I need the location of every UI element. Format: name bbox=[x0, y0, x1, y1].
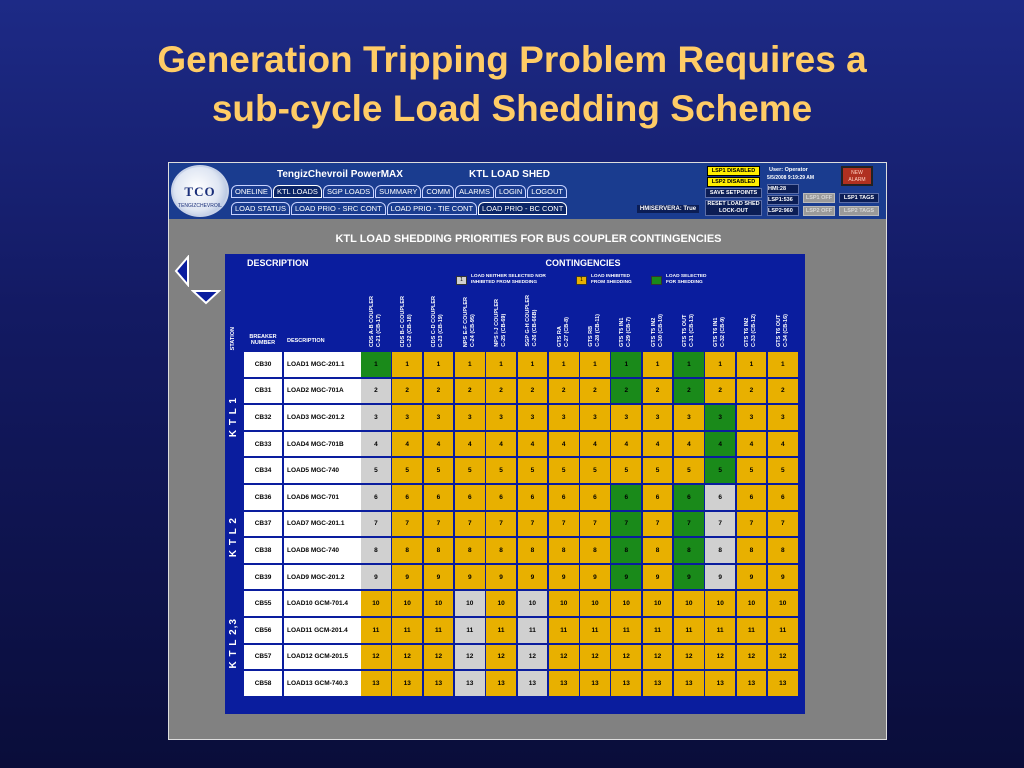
priority-cell[interactable]: 7 bbox=[768, 512, 798, 537]
contingency-header-2: CDS B-C COUPLER C-22 (CB-18) bbox=[392, 293, 422, 350]
contingency-header-6: SGP G-H COUPLER C-26 (CB-66B) bbox=[518, 293, 548, 350]
priority-cell[interactable]: 8 bbox=[674, 538, 704, 563]
priority-cell[interactable]: 7 bbox=[455, 512, 485, 537]
priority-cell[interactable]: 7 bbox=[737, 512, 767, 537]
priority-cell[interactable]: 2 bbox=[674, 379, 704, 404]
priority-cell[interactable]: 9 bbox=[486, 565, 516, 590]
priority-cell[interactable]: 5 bbox=[549, 458, 579, 483]
lsp1-off-button[interactable]: LSP1 OFF bbox=[803, 193, 835, 203]
priority-cell[interactable]: 3 bbox=[392, 405, 422, 430]
priority-cell[interactable]: 10 bbox=[486, 591, 516, 616]
priority-cell[interactable]: 5 bbox=[705, 458, 735, 483]
save-setpoints-button[interactable]: SAVE SETPOINTS bbox=[705, 188, 762, 198]
breaker-cell: CB33 bbox=[244, 432, 282, 457]
priority-cell[interactable]: 10 bbox=[674, 591, 704, 616]
priority-cell[interactable]: 2 bbox=[549, 379, 579, 404]
priority-cell[interactable]: 12 bbox=[737, 645, 767, 670]
priority-cell[interactable]: 11 bbox=[580, 618, 610, 643]
priority-cell[interactable]: 2 bbox=[643, 379, 673, 404]
priority-cell[interactable]: 4 bbox=[361, 432, 391, 457]
priority-cell[interactable]: 4 bbox=[611, 432, 641, 457]
priority-cell[interactable]: 7 bbox=[643, 512, 673, 537]
priority-cell[interactable]: 8 bbox=[518, 538, 548, 563]
priority-cell[interactable]: 2 bbox=[455, 379, 485, 404]
priority-cell[interactable]: 4 bbox=[392, 432, 422, 457]
legend-text-2: LOAD SELECTED FOR SHEDDING bbox=[666, 274, 707, 285]
description-cell: LOAD7 MGC-201.1 bbox=[284, 512, 361, 537]
priority-cell[interactable]: 8 bbox=[768, 538, 798, 563]
priority-cell[interactable]: 5 bbox=[674, 458, 704, 483]
priority-cell[interactable]: 5 bbox=[424, 458, 454, 483]
priority-cell[interactable]: 6 bbox=[361, 485, 391, 510]
nav-bottom bbox=[231, 202, 567, 215]
priority-cell[interactable]: 3 bbox=[361, 405, 391, 430]
priority-cell[interactable]: 11 bbox=[424, 618, 454, 643]
priority-cell[interactable]: 8 bbox=[611, 538, 641, 563]
priority-cell[interactable]: 4 bbox=[424, 432, 454, 457]
priority-cell[interactable]: 3 bbox=[611, 405, 641, 430]
priority-cell[interactable]: 2 bbox=[737, 379, 767, 404]
priority-cell[interactable]: 8 bbox=[737, 538, 767, 563]
description-col-header: DESCRIPTION bbox=[284, 272, 361, 350]
priority-cell[interactable]: 6 bbox=[705, 485, 735, 510]
description-cell: LOAD11 GCM-201.4 bbox=[284, 618, 361, 643]
priority-cell[interactable]: 4 bbox=[580, 432, 610, 457]
priority-cell[interactable]: 6 bbox=[611, 485, 641, 510]
nav-tab-logout[interactable]: LOGOUT bbox=[527, 185, 567, 198]
priority-cell[interactable]: 12 bbox=[486, 645, 516, 670]
station-label-1: K T L 1 bbox=[225, 352, 242, 483]
priority-cell[interactable]: 7 bbox=[580, 512, 610, 537]
breaker-cell: CB31 bbox=[244, 379, 282, 404]
nav-tab-ktl-loads[interactable]: KTL LOADS bbox=[273, 185, 322, 198]
subnav-tab-load-prio-tie-cont[interactable]: LOAD PRIO - TIE CONT bbox=[387, 202, 477, 215]
priority-cell[interactable]: 7 bbox=[705, 512, 735, 537]
lsp2-tags-button[interactable]: LSP2 TAGS bbox=[839, 206, 879, 216]
priority-cell[interactable]: 3 bbox=[705, 405, 735, 430]
description-cell: LOAD12 GCM-201.5 bbox=[284, 645, 361, 670]
breaker-cell: CB38 bbox=[244, 538, 282, 563]
priority-cell[interactable]: 5 bbox=[580, 458, 610, 483]
priority-cell[interactable]: 4 bbox=[518, 432, 548, 457]
priority-cell[interactable]: 2 bbox=[705, 379, 735, 404]
lsp1-disabled-indicator: LSP1 DISABLED bbox=[707, 166, 760, 176]
priority-cell[interactable]: 13 bbox=[643, 671, 673, 696]
slide-title-line1: Generation Tripping Problem Requires a bbox=[157, 39, 867, 80]
priority-cell[interactable]: 3 bbox=[518, 405, 548, 430]
priority-cell[interactable]: 3 bbox=[737, 405, 767, 430]
priority-cell[interactable]: 9 bbox=[737, 565, 767, 590]
priority-cell[interactable]: 13 bbox=[455, 671, 485, 696]
description-cell: LOAD2 MGC-701A bbox=[284, 379, 361, 404]
priority-cell[interactable]: 11 bbox=[705, 618, 735, 643]
priority-cell[interactable]: 1 bbox=[580, 352, 610, 377]
lsp2-disabled-indicator: LSP2 DISABLED bbox=[707, 177, 760, 187]
breaker-col-header: BREAKER NUMBER bbox=[244, 272, 282, 350]
priority-cell[interactable]: 5 bbox=[518, 458, 548, 483]
station-label-3: K T L 2,3 bbox=[225, 591, 242, 695]
priority-cell[interactable]: 9 bbox=[768, 565, 798, 590]
priority-cell[interactable]: 13 bbox=[549, 671, 579, 696]
priority-cell[interactable]: 13 bbox=[737, 671, 767, 696]
breaker-cell: CB30 bbox=[244, 352, 282, 377]
reset-load-shed-button[interactable] bbox=[705, 200, 762, 216]
priority-cell[interactable]: 9 bbox=[392, 565, 422, 590]
app-title: TengizChevroil PowerMAX bbox=[277, 169, 403, 180]
priority-cell[interactable]: 1 bbox=[737, 352, 767, 377]
load-priority-table bbox=[225, 254, 805, 714]
contingencies-header: CONTINGENCIES bbox=[361, 254, 805, 271]
lsp2-value: LSP2:960 bbox=[767, 206, 799, 216]
priority-cell[interactable]: 11 bbox=[643, 618, 673, 643]
priority-cell[interactable]: 6 bbox=[643, 485, 673, 510]
priority-cell[interactable]: 1 bbox=[768, 352, 798, 377]
nav-tab-comm[interactable]: COMM bbox=[422, 185, 454, 198]
priority-cell[interactable]: 10 bbox=[737, 591, 767, 616]
priority-cell[interactable]: 13 bbox=[518, 671, 548, 696]
nav-tab-login[interactable]: LOGIN bbox=[495, 185, 526, 198]
priority-cell[interactable]: 3 bbox=[768, 405, 798, 430]
priority-cell[interactable]: 4 bbox=[674, 432, 704, 457]
priority-cell[interactable]: 3 bbox=[424, 405, 454, 430]
priority-cell[interactable]: 12 bbox=[361, 645, 391, 670]
priority-cell[interactable]: 12 bbox=[768, 645, 798, 670]
priority-cell[interactable]: 2 bbox=[611, 379, 641, 404]
priority-cell[interactable]: 11 bbox=[737, 618, 767, 643]
lsp1-value: LSP1:536 bbox=[767, 195, 799, 205]
priority-cell[interactable]: 12 bbox=[643, 645, 673, 670]
priority-cell[interactable]: 13 bbox=[674, 671, 704, 696]
nav-tab-sgp-loads[interactable]: SGP LOADS bbox=[323, 185, 374, 198]
priority-cell[interactable]: 2 bbox=[424, 379, 454, 404]
priority-cell[interactable]: 7 bbox=[549, 512, 579, 537]
contingency-header-12: GTS T6 IN1 C-32 (CB-9) bbox=[705, 293, 735, 350]
priority-cell[interactable]: 2 bbox=[392, 379, 422, 404]
priority-cell[interactable]: 6 bbox=[674, 485, 704, 510]
priority-cell[interactable]: 11 bbox=[768, 618, 798, 643]
priority-cell[interactable]: 8 bbox=[705, 538, 735, 563]
priority-cell[interactable]: 4 bbox=[737, 432, 767, 457]
priority-cell[interactable]: 10 bbox=[549, 591, 579, 616]
priority-cell[interactable]: 1 bbox=[705, 352, 735, 377]
legend-swatch-0: 1 bbox=[456, 276, 467, 285]
description-cell: LOAD9 MGC-201.2 bbox=[284, 565, 361, 590]
contingency-header-10: GTS T5 IN2 C-30 (CB-10) bbox=[643, 293, 673, 350]
priority-cell[interactable]: 6 bbox=[580, 485, 610, 510]
priority-cell[interactable]: 2 bbox=[486, 379, 516, 404]
priority-cell[interactable]: 6 bbox=[518, 485, 548, 510]
priority-cell[interactable]: 6 bbox=[424, 485, 454, 510]
priority-cell[interactable]: 3 bbox=[674, 405, 704, 430]
slide-title bbox=[0, 35, 1024, 133]
contingency-header-14: GTS T6 OUT C-34 (CB-16) bbox=[768, 293, 798, 350]
priority-cell[interactable]: 3 bbox=[486, 405, 516, 430]
priority-cell[interactable]: 6 bbox=[549, 485, 579, 510]
priority-cell[interactable]: 8 bbox=[643, 538, 673, 563]
priority-cell[interactable]: 8 bbox=[486, 538, 516, 563]
contingency-header-1: CDS A-B COUPLER C-21 (CB-17) bbox=[361, 293, 391, 350]
priority-cell[interactable]: 6 bbox=[392, 485, 422, 510]
description-cell: LOAD3 MGC-201.2 bbox=[284, 405, 361, 430]
priority-cell[interactable]: 2 bbox=[518, 379, 548, 404]
contingency-header-5: NPS I-J COUPLER C-25 (CB-69) bbox=[486, 293, 516, 350]
priority-cell[interactable]: 5 bbox=[392, 458, 422, 483]
priority-cell[interactable]: 12 bbox=[424, 645, 454, 670]
priority-cell[interactable]: 13 bbox=[361, 671, 391, 696]
reset-label-line1: RESET LOAD SHED bbox=[707, 201, 760, 207]
priority-cell[interactable]: 1 bbox=[361, 352, 391, 377]
priority-cell[interactable]: 3 bbox=[549, 405, 579, 430]
priority-cell[interactable]: 10 bbox=[455, 591, 485, 616]
priority-cell[interactable]: 10 bbox=[580, 591, 610, 616]
priority-cell[interactable]: 4 bbox=[705, 432, 735, 457]
priority-cell[interactable]: 10 bbox=[705, 591, 735, 616]
breaker-cell: CB37 bbox=[244, 512, 282, 537]
priority-cell[interactable]: 10 bbox=[518, 591, 548, 616]
breaker-cell: CB32 bbox=[244, 405, 282, 430]
priority-cell[interactable]: 11 bbox=[518, 618, 548, 643]
contingency-header-8: GTS RB C-28 (CB-11) bbox=[580, 293, 610, 350]
priority-cell[interactable]: 6 bbox=[737, 485, 767, 510]
priority-cell[interactable]: 3 bbox=[643, 405, 673, 430]
priority-cell[interactable]: 7 bbox=[611, 512, 641, 537]
priority-cell[interactable]: 10 bbox=[361, 591, 391, 616]
priority-cell[interactable]: 1 bbox=[518, 352, 548, 377]
priority-cell[interactable]: 11 bbox=[674, 618, 704, 643]
content-title: KTL LOAD SHEDDING PRIORITIES FOR BUS COUPLER CONTINGENCIES bbox=[335, 233, 722, 245]
priority-cell[interactable]: 3 bbox=[455, 405, 485, 430]
next-page-arrow-icon[interactable] bbox=[191, 289, 221, 305]
priority-cell[interactable]: 13 bbox=[705, 671, 735, 696]
priority-cell[interactable]: 10 bbox=[611, 591, 641, 616]
priority-cell[interactable]: 2 bbox=[768, 379, 798, 404]
priority-cell[interactable]: 7 bbox=[518, 512, 548, 537]
priority-cell[interactable]: 11 bbox=[392, 618, 422, 643]
priority-cell[interactable]: 1 bbox=[486, 352, 516, 377]
priority-cell[interactable]: 12 bbox=[705, 645, 735, 670]
contingency-header-7: GTS RA C-27 (CB-8) bbox=[549, 293, 579, 350]
priority-cell[interactable]: 4 bbox=[486, 432, 516, 457]
priority-cell[interactable]: 9 bbox=[424, 565, 454, 590]
priority-cell[interactable]: 11 bbox=[486, 618, 516, 643]
priority-cell[interactable]: 10 bbox=[424, 591, 454, 616]
breaker-cell: CB55 bbox=[244, 591, 282, 616]
priority-cell[interactable]: 9 bbox=[705, 565, 735, 590]
priority-cell[interactable]: 8 bbox=[361, 538, 391, 563]
tco-logo bbox=[171, 165, 229, 217]
priority-cell[interactable]: 9 bbox=[455, 565, 485, 590]
hmi-value: HMI:28 bbox=[767, 184, 799, 194]
priority-cell[interactable]: 9 bbox=[361, 565, 391, 590]
description-cell: LOAD8 MGC-740 bbox=[284, 538, 361, 563]
subnav-tab-load-prio-bc-cont[interactable]: LOAD PRIO - BC CONT bbox=[478, 202, 567, 215]
breaker-cell: CB39 bbox=[244, 565, 282, 590]
priority-cell[interactable]: 1 bbox=[674, 352, 704, 377]
station-label-2: K T L 2 bbox=[225, 485, 242, 589]
nav-tab-alarms[interactable]: ALARMS bbox=[455, 185, 494, 198]
priority-cell[interactable]: 11 bbox=[455, 618, 485, 643]
priority-cell[interactable]: 5 bbox=[737, 458, 767, 483]
datetime-label: 5/5/2008 9:19:29 AM bbox=[767, 175, 815, 181]
priority-cell[interactable]: 10 bbox=[768, 591, 798, 616]
priority-cell[interactable]: 12 bbox=[674, 645, 704, 670]
nav-tab-oneline[interactable]: ONELINE bbox=[231, 185, 272, 198]
priority-cell[interactable]: 13 bbox=[611, 671, 641, 696]
logo-subtext: TENGIZCHEVROIL bbox=[178, 203, 222, 209]
priority-cell[interactable]: 5 bbox=[768, 458, 798, 483]
description-cell: LOAD13 GCM-740.3 bbox=[284, 671, 361, 696]
breaker-cell: CB57 bbox=[244, 645, 282, 670]
priority-cell[interactable]: 9 bbox=[580, 565, 610, 590]
priority-cell[interactable]: 5 bbox=[361, 458, 391, 483]
legend-swatch-1: 1 bbox=[576, 276, 587, 285]
contingency-header-9: GTS T5 IN1 C-29 (CB-7) bbox=[611, 293, 641, 350]
priority-cell[interactable]: 5 bbox=[611, 458, 641, 483]
priority-cell[interactable]: 7 bbox=[392, 512, 422, 537]
breaker-cell: CB34 bbox=[244, 458, 282, 483]
priority-cell[interactable]: 8 bbox=[455, 538, 485, 563]
nav-tab-summary[interactable]: SUMMARY bbox=[375, 185, 421, 198]
priority-cell[interactable]: 13 bbox=[768, 671, 798, 696]
priority-cell[interactable]: 8 bbox=[424, 538, 454, 563]
description-cell: LOAD4 MGC-701B bbox=[284, 432, 361, 457]
priority-cell[interactable]: 12 bbox=[580, 645, 610, 670]
user-label: User: Operator bbox=[769, 167, 808, 173]
legend-text-1: LOAD INHIBITED FROM SHEDDING bbox=[591, 274, 632, 285]
priority-cell[interactable]: 1 bbox=[455, 352, 485, 377]
priority-cell[interactable]: 6 bbox=[455, 485, 485, 510]
priority-cell[interactable]: 11 bbox=[549, 618, 579, 643]
priority-cell[interactable]: 1 bbox=[424, 352, 454, 377]
legend-swatch-2 bbox=[651, 276, 662, 285]
priority-cell[interactable]: 8 bbox=[580, 538, 610, 563]
priority-cell[interactable]: 7 bbox=[424, 512, 454, 537]
description-cell: LOAD10 GCM-701.4 bbox=[284, 591, 361, 616]
hmiserver-status: HMISERVERA: True bbox=[637, 205, 699, 213]
nav-top bbox=[231, 185, 567, 198]
priority-cell[interactable]: 10 bbox=[392, 591, 422, 616]
priority-cell[interactable]: 1 bbox=[392, 352, 422, 377]
priority-cell[interactable]: 12 bbox=[455, 645, 485, 670]
priority-cell[interactable]: 8 bbox=[392, 538, 422, 563]
priority-cell[interactable]: 13 bbox=[486, 671, 516, 696]
priority-cell[interactable]: 7 bbox=[674, 512, 704, 537]
priority-cell[interactable]: 12 bbox=[611, 645, 641, 670]
priority-cell[interactable]: 4 bbox=[549, 432, 579, 457]
screen-title: KTL LOAD SHED bbox=[469, 169, 550, 180]
breaker-cell: CB58 bbox=[244, 671, 282, 696]
contingency-header-3: CDS C-D COUPLER C-23 (CB-19) bbox=[424, 293, 454, 350]
priority-cell[interactable]: 7 bbox=[486, 512, 516, 537]
hmi-header bbox=[169, 163, 887, 219]
priority-cell[interactable]: 4 bbox=[643, 432, 673, 457]
lsp2-off-button[interactable]: LSP2 OFF bbox=[803, 206, 835, 216]
new-alarm-button[interactable]: NEW ALARM bbox=[841, 166, 873, 186]
breaker-cell: CB36 bbox=[244, 485, 282, 510]
priority-cell[interactable]: 9 bbox=[674, 565, 704, 590]
description-cell: LOAD1 MGC-201.1 bbox=[284, 352, 361, 377]
priority-cell[interactable]: 9 bbox=[518, 565, 548, 590]
priority-cell[interactable]: 5 bbox=[455, 458, 485, 483]
priority-cell[interactable]: 13 bbox=[424, 671, 454, 696]
priority-cell[interactable]: 11 bbox=[361, 618, 391, 643]
contingency-header-13: GTS T6 IN2 C-33 (CB-12) bbox=[737, 293, 767, 350]
contingency-header-4: NPS E-F COUPLER C-24 (CB-95) bbox=[455, 293, 485, 350]
priority-cell[interactable]: 9 bbox=[611, 565, 641, 590]
priority-cell[interactable]: 11 bbox=[611, 618, 641, 643]
priority-cell[interactable]: 5 bbox=[486, 458, 516, 483]
priority-cell[interactable]: 4 bbox=[455, 432, 485, 457]
priority-cell[interactable]: 4 bbox=[768, 432, 798, 457]
priority-cell[interactable]: 6 bbox=[768, 485, 798, 510]
priority-cell[interactable]: 9 bbox=[643, 565, 673, 590]
subnav-tab-load-prio-src-cont[interactable]: LOAD PRIO - SRC CONT bbox=[291, 202, 386, 215]
priority-cell[interactable]: 2 bbox=[361, 379, 391, 404]
slide-title-line2: sub-cycle Load Shedding Scheme bbox=[211, 88, 813, 129]
priority-cell[interactable]: 10 bbox=[643, 591, 673, 616]
priority-cell[interactable]: 1 bbox=[643, 352, 673, 377]
priority-cell[interactable]: 12 bbox=[392, 645, 422, 670]
contingency-header-11: GTS T5 OUT C-31 (CB-13) bbox=[674, 293, 704, 350]
hmi-screen bbox=[168, 162, 887, 740]
legend-text-0: LOAD NEITHER SELECTED NOR INHIBITED FROM SHEDDING bbox=[471, 274, 546, 285]
description-header: DESCRIPTION bbox=[225, 254, 359, 271]
priority-cell[interactable]: 1 bbox=[549, 352, 579, 377]
priority-cell[interactable]: 7 bbox=[361, 512, 391, 537]
priority-cell[interactable]: 8 bbox=[549, 538, 579, 563]
priority-cell[interactable]: 13 bbox=[392, 671, 422, 696]
prev-page-arrow-icon[interactable] bbox=[174, 255, 190, 287]
priority-cell[interactable]: 12 bbox=[549, 645, 579, 670]
reset-label-line2: LOCK-OUT bbox=[718, 208, 749, 214]
priority-cell[interactable]: 9 bbox=[549, 565, 579, 590]
breaker-cell: CB56 bbox=[244, 618, 282, 643]
subnav-tab-load-status[interactable]: LOAD STATUS bbox=[231, 202, 290, 215]
priority-cell[interactable]: 13 bbox=[580, 671, 610, 696]
priority-cell[interactable]: 12 bbox=[518, 645, 548, 670]
priority-cell[interactable]: 5 bbox=[643, 458, 673, 483]
logo-text: TCO bbox=[184, 184, 216, 199]
priority-cell[interactable]: 3 bbox=[580, 405, 610, 430]
description-cell: LOAD5 MGC-740 bbox=[284, 458, 361, 483]
station-col-header: STATION bbox=[225, 272, 242, 350]
priority-cell[interactable]: 1 bbox=[611, 352, 641, 377]
lsp1-tags-button[interactable]: LSP1 TAGS bbox=[839, 193, 879, 203]
priority-cell[interactable]: 6 bbox=[486, 485, 516, 510]
priority-cell[interactable]: 2 bbox=[580, 379, 610, 404]
description-cell: LOAD6 MGC-701 bbox=[284, 485, 361, 510]
